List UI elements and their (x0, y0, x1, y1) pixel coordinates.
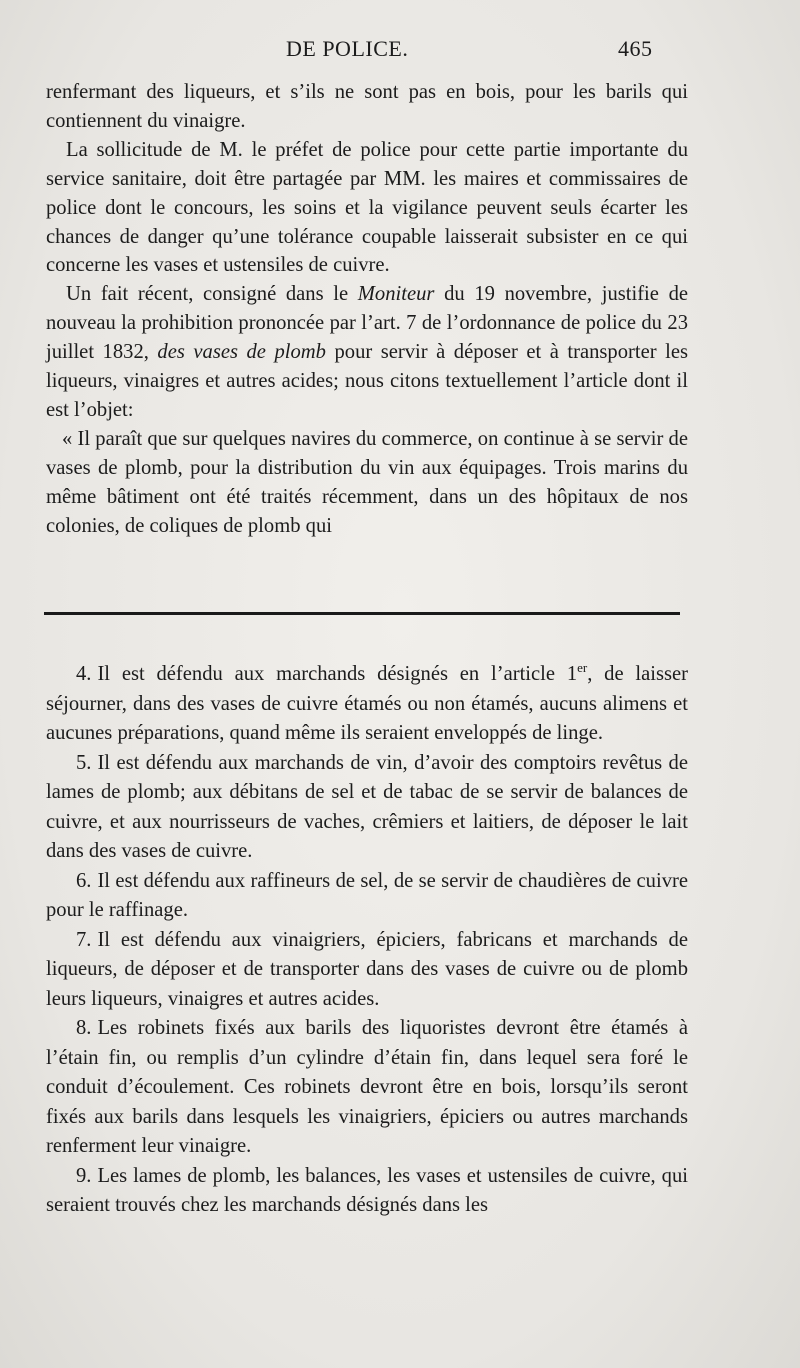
article-text: Les lames de plomb, les balances, les vases et ustensiles de cuivre, qui seraient trouvés chez les marchands désignés dans les (46, 1164, 688, 1216)
text-run: Il est défendu aux marchands désignés en l’article 1 (97, 663, 578, 685)
article-number: 5. (76, 751, 92, 774)
article-5 (46, 749, 688, 867)
page-number: 465 (618, 36, 653, 61)
article-number: 6. (76, 869, 92, 892)
page-header (0, 36, 800, 66)
article-number: 8. (76, 1017, 92, 1039)
running-head: DE POLICE. (286, 36, 409, 61)
paragraph-continuation: renfermant des liqueurs, et s’ils ne sont pas en bois, pour les barils qui contiennent du vinaigre. (46, 81, 688, 132)
footnotes (46, 660, 688, 1221)
article-text: Il est défendu aux vinaigriers, épiciers, fabricans et marchands de liqueurs, de déposer et de transporter dans des vases de cuivre ou de plomb leurs liqueurs, vinaigres et autres acides. (46, 928, 688, 1010)
italic-phrase: des vases de plomb (157, 341, 326, 364)
article-text: Les robinets fixés aux barils des liquoristes devront être étamés à l’étain fin, ou remplis d’un cylindre d’étain fin, dans lequel sera foré le conduit d’écoulement. Ces robinets devront être en bois, lorsqu’ils seront fixés aux barils dans lesquels les vinaigriers, épiciers ou autres marchands renferment leur vinaigre. (46, 1017, 688, 1157)
text-run: du 19 novembre, justifie de nouveau la prohibition prononcée par l’art. 7 de l’ordonnance de police du 23 juillet 1832, (46, 283, 689, 364)
text-run: pour servir à déposer et à transporter les liqueurs, vinaigres et autres acides; nous citons textuellement l’article dont il est l’objet: (46, 341, 688, 421)
article-6 (46, 867, 688, 926)
article-7 (46, 926, 688, 1015)
paragraph-sollicitude: La sollicitude de M. le préfet de police pour cette partie importante du service sanitaire, doit être partagée par MM. les maires et commissaires de police dont le concours, les soins et la vigilance peuvent seuls écarter les chances de danger qu’une tolérance coupable laisserait subsister en ce qui concerne les vases et ustensiles de cuivre. (46, 138, 688, 277)
quotation-paragraph: « Il paraît que sur quelques navires du commerce, on continue à se servir de vases de plomb, pour la distribution du vin aux équipages. Trois marins du même bâtiment ont été traités récemment, dans un des hôpitaux de nos colonies, de coliques de plomb qui (46, 427, 688, 537)
main-text (46, 78, 688, 541)
article-text: Il est défendu aux raffineurs de sel, de se servir de chaudières de cuivre pour le raffinage. (46, 869, 688, 921)
footnote-rule (44, 612, 680, 615)
article-8 (46, 1014, 688, 1162)
moniteur-title: Moniteur (357, 283, 435, 306)
article-text: Il est défendu aux marchands de vin, d’avoir des comptoirs revêtus de lames de plomb; aux débitans de sel et de tabac de se servir de balances de cuivre, et aux nourrisseurs de vaches, crêmiers et laitiers, de déposer le lait dans des vases de cuivre. (46, 751, 688, 862)
text-run: , de laisser séjourner, dans des vases de cuivre étamés ou non étamés, aucuns alimens et aucunes préparations, quand même ils seraient enveloppés de linge. (46, 663, 688, 744)
article-number: 7. (76, 928, 92, 951)
article-9 (46, 1162, 688, 1221)
superscript: er (577, 660, 588, 676)
text-run: Un fait récent, consigné dans le (66, 283, 358, 306)
article-4 (46, 660, 688, 749)
article-number: 4. (76, 663, 92, 685)
article-number: 9. (76, 1164, 92, 1187)
paragraph-fait-recent (46, 280, 688, 425)
